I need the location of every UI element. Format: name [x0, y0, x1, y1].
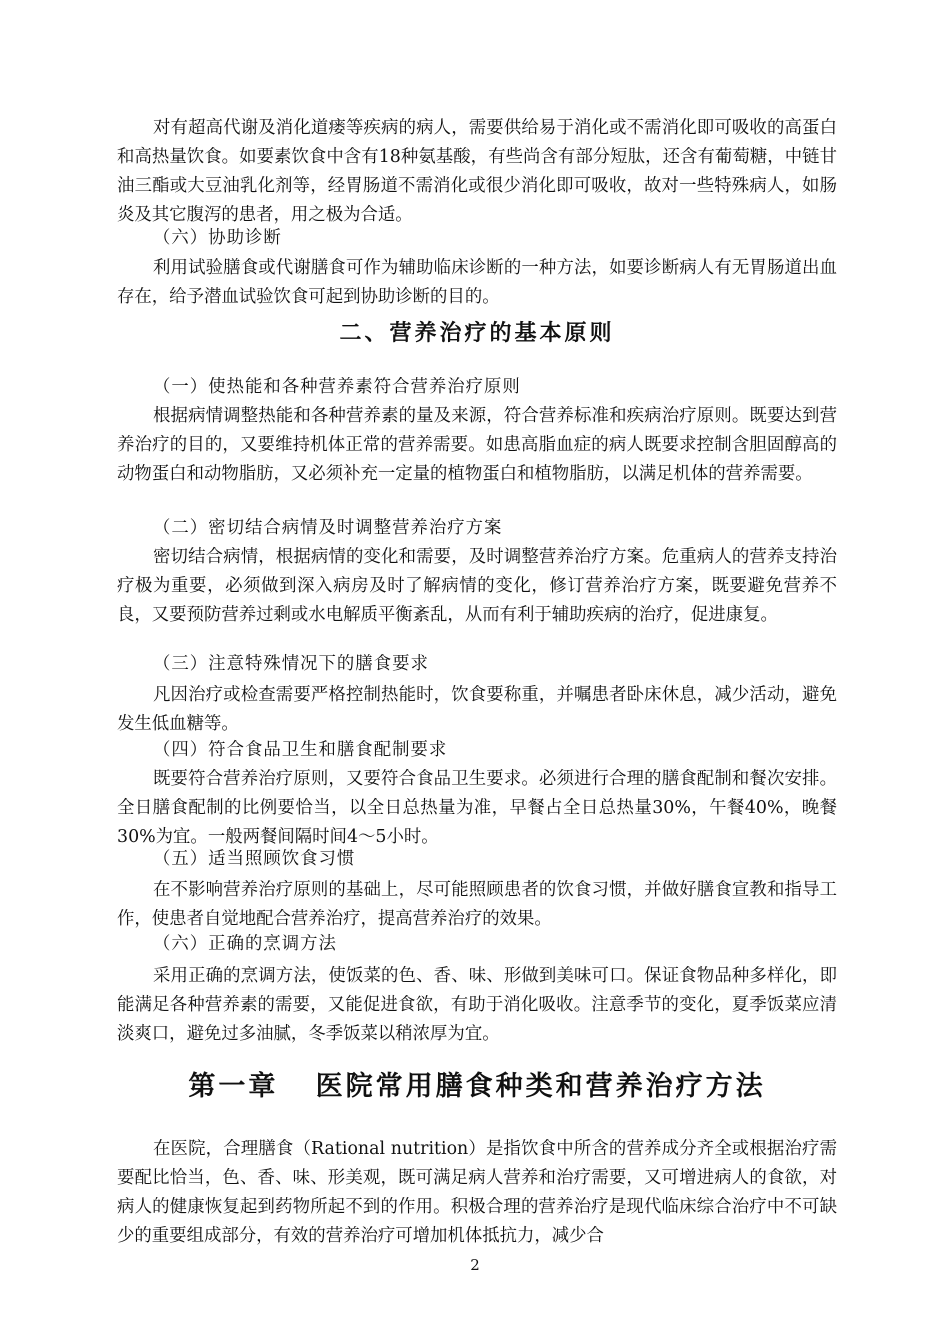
paragraph-principle-1: 根据病情调整热能和各种营养素的量及来源，符合营养标准和疾病治疗原则。既要达到营养治疗的目的，又要维持机体正常的营养需要。如患高脂血症的病人既要求控制含胆固醇高的动物蛋白和动物脂肪，又必须补充一定量的植物蛋白和植物脂肪，以满足机体的营养需要。: [117, 406, 837, 484]
paragraph-principle-2: 密切结合病情，根据病情的变化和需要，及时调整营养治疗方案。危重病人的营养支持治疗极为重要，必须做到深入病房及时了解病情的变化，修订营养治疗方案，既要避免营养不良，又要预防营养过剩或水电解质平衡紊乱，从而有利于辅助疾病的治疗，促进康复。: [117, 547, 837, 625]
subheading-principle-1: （一）使热能和各种营养素符合营养治疗原则: [153, 377, 521, 397]
paragraph-principle-3: 凡因治疗或检查需要严格控制热能时，饮食要称重，并嘱患者卧床休息，减少活动，避免发生低血糖等。: [117, 685, 837, 734]
section-heading-principles: 二、营养治疗的基本原则: [339, 320, 615, 346]
paragraph-rational-nutrition: 在医院，合理膳食（Rational nutrition）是指饮食中所含的营养成分齐全或根据治疗需要配比恰当，色、香、味、形美观，既可满足病人营养和治疗需要，又可增进病人的食欲，对病人的健康恢复起到药物所起不到的作用。积极合理的营养治疗是现代临床综合治疗中不可缺少的重要组成部分，有效的营养治疗可增加机体抵抗力，减少合: [117, 1139, 837, 1246]
subheading-principle-5: （五）适当照顾饮食习惯: [153, 849, 356, 869]
paragraph-high-protein-diet: 对有超高代谢及消化道瘘等疾病的病人，需要供给易于消化或不需消化即可吸收的高蛋白和高热量饮食。如要素饮食中含有18种氨基酸，有些尚含有部分短肽，还含有葡萄糖，中链甘油三酯或大豆油乳化剂等，经胃肠道不需消化或很少消化即可吸收，故对一些特殊病人，如肠炎及其它腹泻的患者，用之极为合适。: [117, 118, 837, 225]
paragraph-principle-6: 采用正确的烹调方法，使饭菜的色、香、味、形做到美味可口。保证食物品种多样化，即能满足各种营养素的需要，又能促进食欲，有助于消化吸收。注意季节的变化，夏季饭菜应清淡爽口，避免过多油腻，冬季饭菜以稍浓厚为宜。: [117, 966, 837, 1044]
subheading-principle-3: （三）注意特殊情况下的膳食要求: [153, 654, 429, 674]
chapter-title: 第一章 医院常用膳食种类和营养治疗方法: [188, 1071, 766, 1102]
subheading-assist-diagnosis: （六）协助诊断: [153, 228, 282, 248]
subheading-principle-6: （六）正确的烹调方法: [153, 934, 337, 954]
subheading-principle-4: （四）符合食品卫生和膳食配制要求: [153, 740, 448, 760]
paragraph-trial-diet: 利用试验膳食或代谢膳食可作为辅助临床诊断的一种方法，如要诊断病人有无胃肠道出血存在，给予潜血试验饮食可起到协助诊断的目的。: [117, 258, 837, 307]
subheading-principle-2: （二）密切结合病情及时调整营养治疗方案: [153, 518, 503, 538]
paragraph-principle-5: 在不影响营养治疗原则的基础上，尽可能照顾患者的饮食习惯，并做好膳食宣教和指导工作，使患者自觉地配合营养治疗，提高营养治疗的效果。: [117, 880, 837, 929]
page-number: 2: [470, 1256, 480, 1274]
paragraph-principle-4: 既要符合营养治疗原则，又要符合食品卫生要求。必须进行合理的膳食配制和餐次安排。全日膳食配制的比例要恰当，以全日总热量为准，早餐占全日总热量30%，午餐40%，晚餐30%为宜。一般两餐间隔时间4～5小时。: [117, 769, 837, 847]
